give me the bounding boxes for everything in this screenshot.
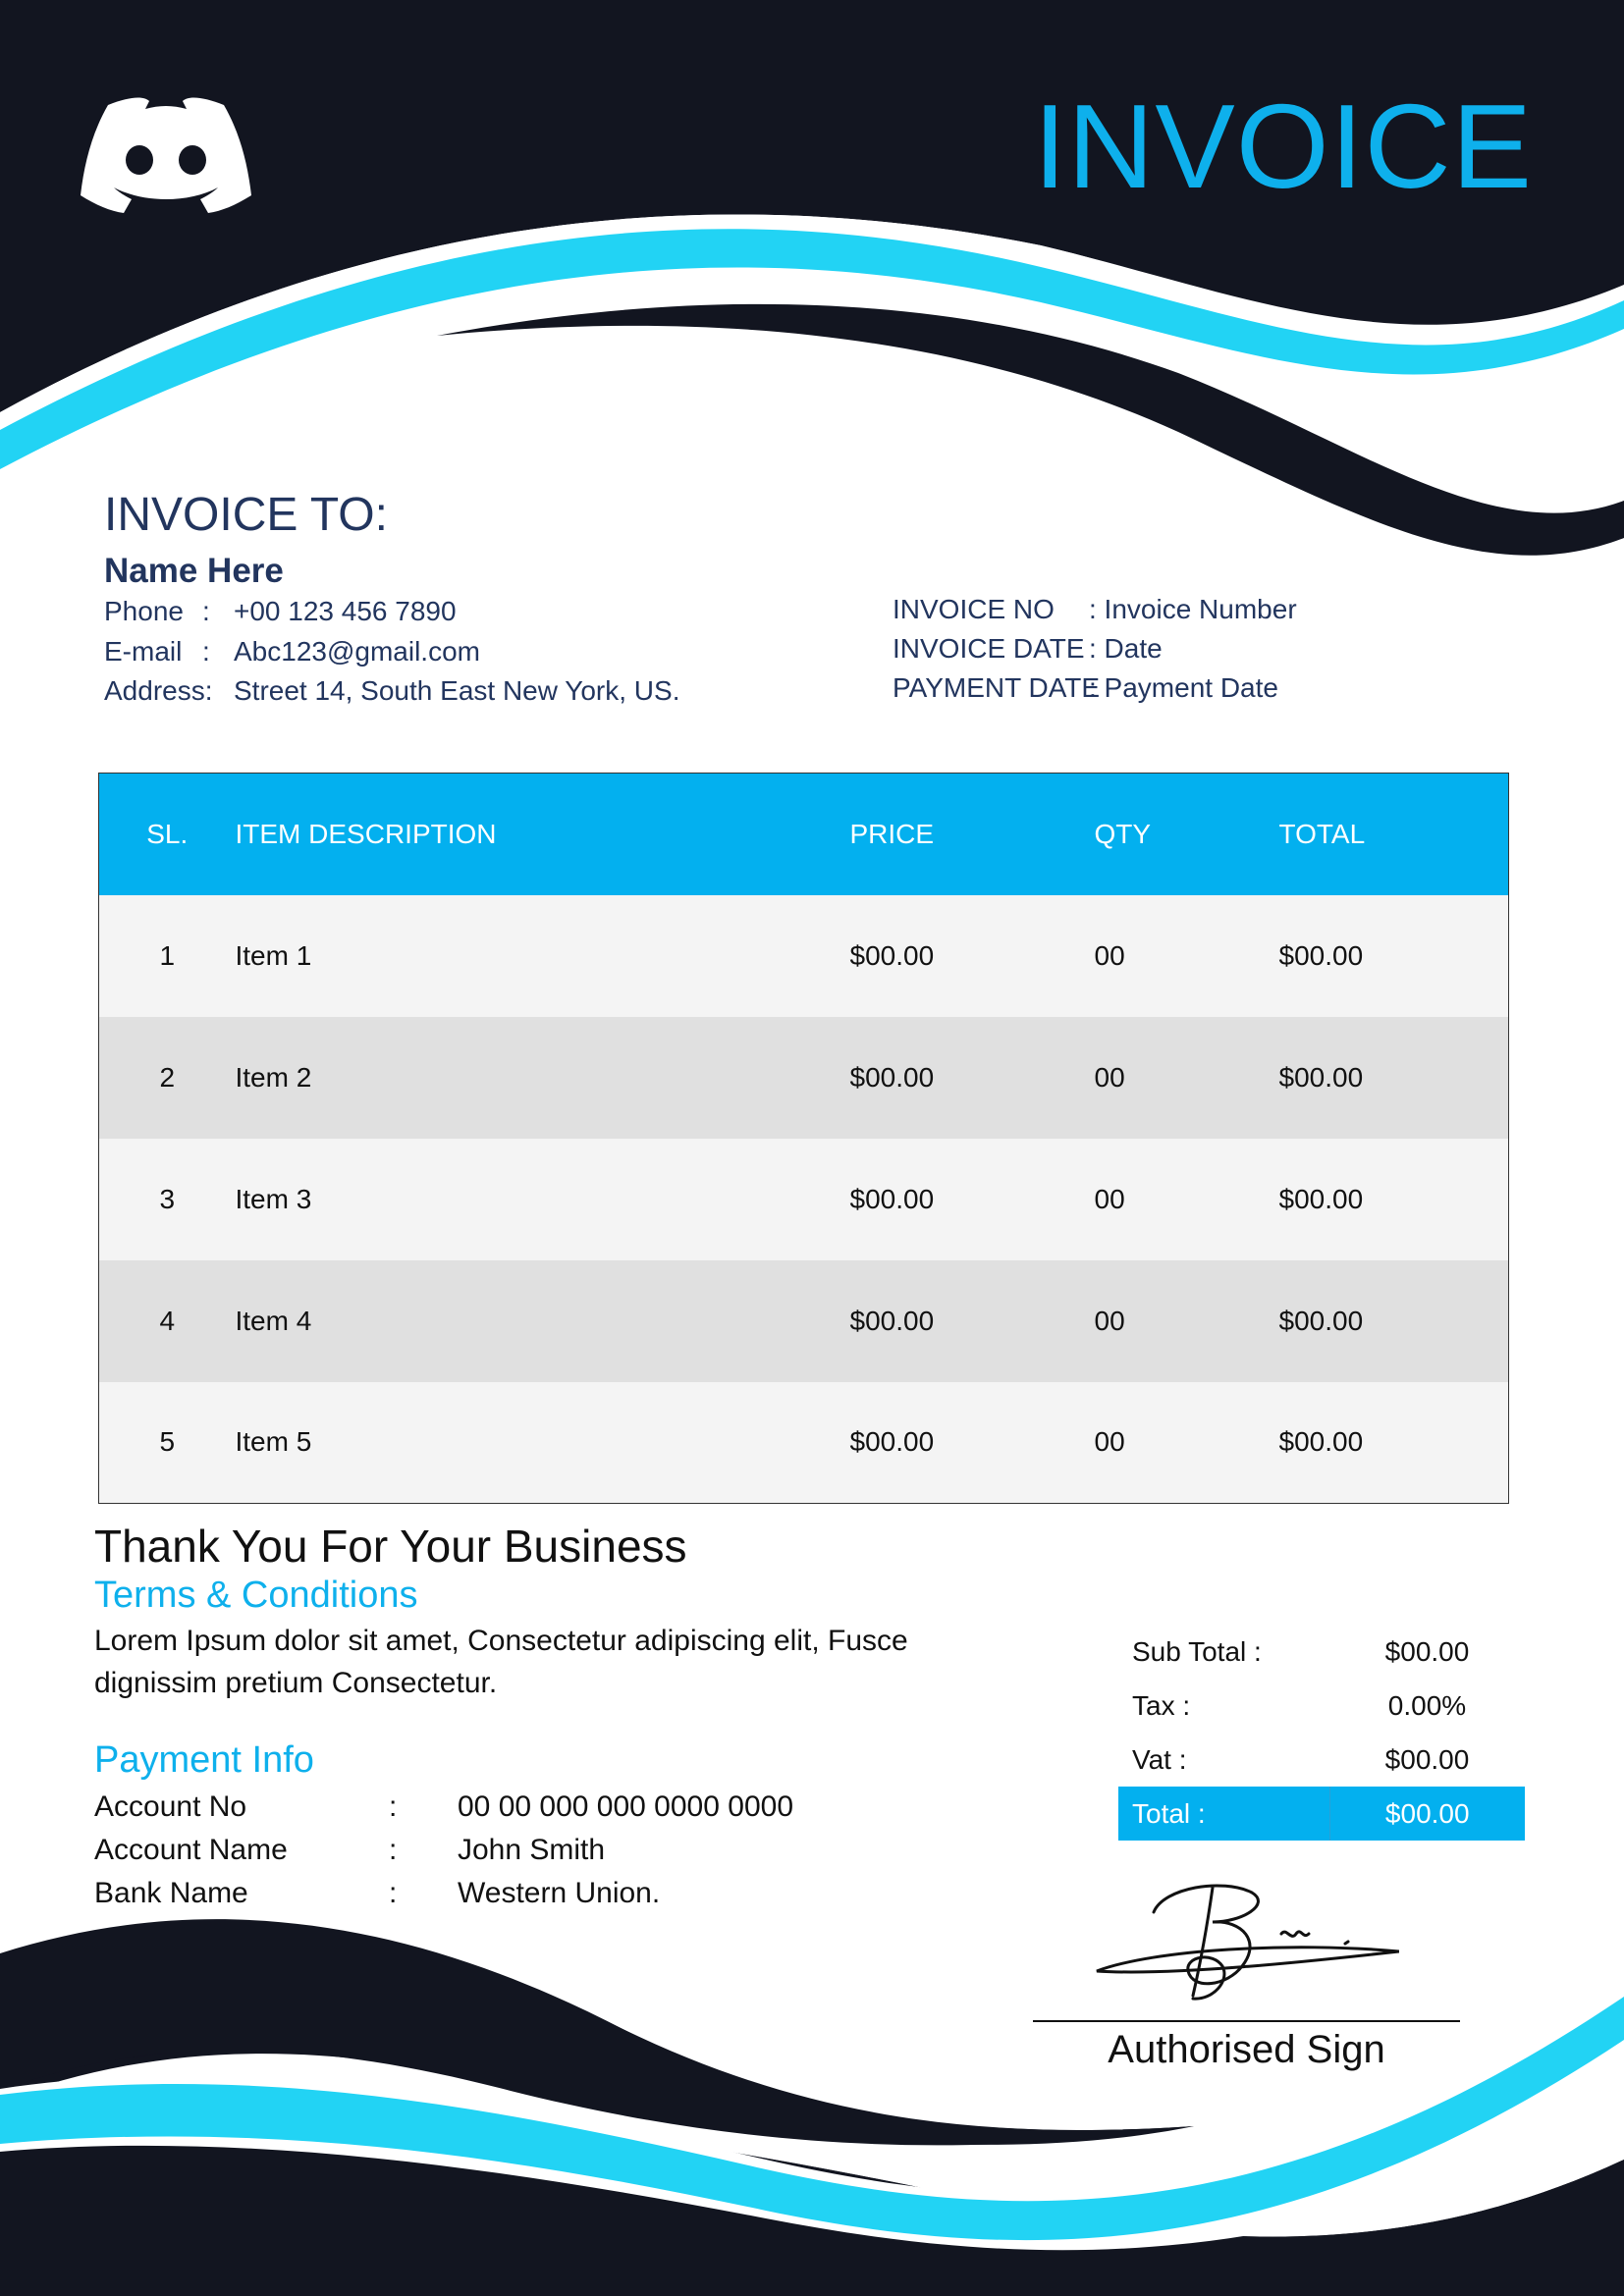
cell-sl: 4 bbox=[159, 1305, 176, 1336]
column-header-total: TOTAL bbox=[1278, 818, 1366, 849]
contact-value: Street 14, South East New York, US. bbox=[234, 675, 680, 706]
meta-label: INVOICE DATE bbox=[893, 633, 1085, 664]
invoice-to-heading: INVOICE TO: bbox=[104, 489, 388, 541]
contact-label: Phone bbox=[104, 596, 184, 626]
terms-text: Lorem Ipsum dolor sit amet, Consectetur adipiscing elit, Fusce dignissim pretium Consectetur. bbox=[94, 1625, 908, 1699]
authorised-sign-label: Authorised Sign bbox=[1108, 2028, 1385, 2071]
cell-qty: 00 bbox=[1094, 1183, 1125, 1214]
payment-label: Account No bbox=[94, 1790, 247, 1823]
payment-label: Bank Name bbox=[94, 1877, 248, 1909]
items-table bbox=[98, 773, 1509, 1504]
cell-total: $00.00 bbox=[1278, 1061, 1364, 1093]
contact-separator: : bbox=[202, 636, 210, 667]
payment-value: 00 00 000 000 0000 0000 bbox=[458, 1790, 793, 1823]
table-row bbox=[99, 1382, 1509, 1504]
payment-separator: : bbox=[389, 1790, 398, 1823]
vat-row bbox=[1118, 1733, 1525, 1787]
customer-name: Name Here bbox=[104, 552, 284, 590]
signature-line bbox=[1033, 2020, 1460, 2022]
handwritten-signature bbox=[1095, 1873, 1399, 2010]
grand-total-row bbox=[1118, 1787, 1525, 1841]
meta-label: INVOICE NO bbox=[893, 594, 1055, 624]
cell-price: $00.00 bbox=[849, 1061, 935, 1093]
contact-label: E-mail bbox=[104, 636, 183, 667]
table-header-row bbox=[99, 774, 1509, 895]
cell-price: $00.00 bbox=[849, 1426, 935, 1458]
totals-value: 0.00% bbox=[1387, 1689, 1467, 1721]
payment-value: John Smith bbox=[458, 1834, 606, 1866]
meta-value: : Payment Date bbox=[1089, 672, 1278, 703]
totals-label: Sub Total : bbox=[1132, 1635, 1262, 1667]
cell-description: Item 1 bbox=[235, 939, 312, 971]
column-header-price: PRICE bbox=[849, 818, 935, 849]
totals-table bbox=[1118, 1625, 1525, 1841]
cell-qty: 00 bbox=[1094, 1426, 1125, 1458]
totals-value: $00.00 bbox=[1384, 1743, 1470, 1775]
cell-description: Item 4 bbox=[235, 1305, 312, 1336]
cell-price: $00.00 bbox=[849, 1305, 935, 1336]
cell-price: $00.00 bbox=[849, 1183, 935, 1214]
payment-label: Account Name bbox=[94, 1834, 288, 1866]
meta-label: PAYMENT DATE bbox=[893, 672, 1101, 703]
totals-label: Total : bbox=[1118, 1787, 1329, 1841]
payment-info-heading: Payment Info bbox=[94, 1739, 314, 1781]
table-row bbox=[99, 1260, 1509, 1382]
column-header-qty: QTY bbox=[1094, 818, 1152, 849]
cell-qty: 00 bbox=[1094, 939, 1125, 971]
payment-separator: : bbox=[389, 1877, 398, 1909]
cell-description: Item 3 bbox=[235, 1183, 312, 1214]
contact-separator: : bbox=[202, 596, 210, 626]
contact-value: Abc123@gmail.com bbox=[234, 636, 480, 667]
meta-value: : Date bbox=[1089, 633, 1163, 664]
column-header-sl: SL. bbox=[146, 818, 189, 849]
cell-price: $00.00 bbox=[849, 939, 935, 971]
cell-qty: 00 bbox=[1094, 1305, 1125, 1336]
subtotal-row bbox=[1118, 1625, 1525, 1679]
contact-value: +00 123 456 7890 bbox=[234, 596, 457, 626]
totals-value: $00.00 bbox=[1384, 1635, 1470, 1667]
cell-sl: 1 bbox=[159, 939, 176, 971]
column-header-description: ITEM DESCRIPTION bbox=[235, 818, 497, 849]
contact-label: Address: bbox=[104, 675, 213, 706]
discord-logo-icon bbox=[79, 93, 253, 213]
tax-row bbox=[1118, 1679, 1525, 1733]
totals-label: Vat : bbox=[1132, 1743, 1187, 1775]
table-row bbox=[99, 1139, 1509, 1260]
totals-label: Tax : bbox=[1132, 1689, 1191, 1721]
cell-total: $00.00 bbox=[1278, 1426, 1364, 1458]
cell-total: $00.00 bbox=[1278, 939, 1364, 971]
invoice-title: INVOICE bbox=[1033, 80, 1533, 213]
table-row bbox=[99, 895, 1509, 1017]
cell-total: $00.00 bbox=[1278, 1183, 1364, 1214]
cell-description: Item 5 bbox=[235, 1426, 312, 1458]
cell-sl: 2 bbox=[159, 1061, 176, 1093]
thank-you-message: Thank You For Your Business bbox=[94, 1521, 687, 1572]
totals-value: $00.00 bbox=[1329, 1787, 1525, 1841]
cell-sl: 3 bbox=[159, 1183, 176, 1214]
cell-total: $00.00 bbox=[1278, 1305, 1364, 1336]
cell-sl: 5 bbox=[159, 1426, 176, 1458]
terms-heading: Terms & Conditions bbox=[94, 1575, 418, 1616]
table-row bbox=[99, 1017, 1509, 1139]
cell-description: Item 2 bbox=[235, 1061, 312, 1093]
meta-value: : Invoice Number bbox=[1089, 594, 1297, 624]
payment-value: Western Union. bbox=[458, 1877, 661, 1909]
payment-separator: : bbox=[389, 1834, 398, 1866]
cell-qty: 00 bbox=[1094, 1061, 1125, 1093]
